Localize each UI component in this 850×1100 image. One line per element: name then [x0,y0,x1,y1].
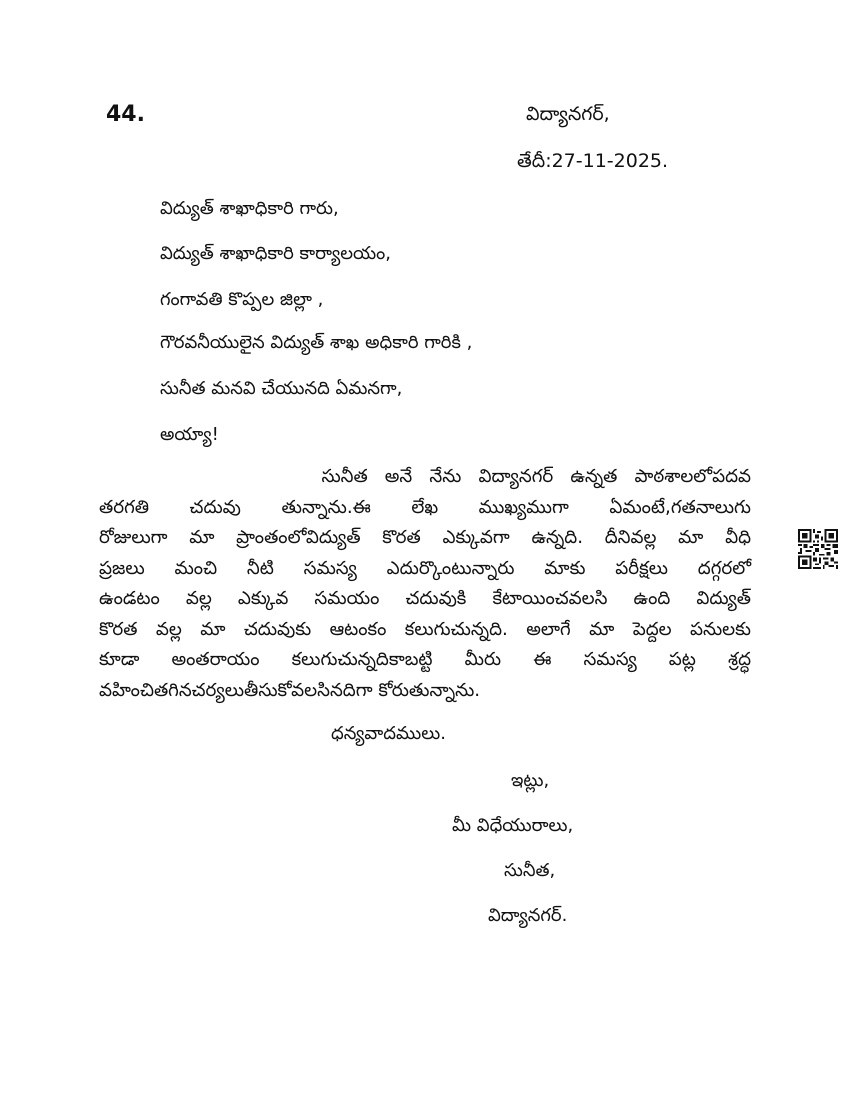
sender-place: విద్యానగర్, [526,103,610,125]
body-line: ప్రజలు మంచి నీటి సమస్య ఎదుర్కొంటున్నారు మాకు పరీక్షలు దగ్గరలో [99,557,751,579]
body-line: వహించితగినచర్యలుతీసుకోవలసినదిగా కోరుతున్నాను. [99,679,481,701]
closing-place: విద్యానగర్. [488,905,568,926]
body-line: రోజులుగా మా ప్రాంతంలోవిద్యుత్ కొరత ఎక్కువగా ఉన్నది. దీనివల్ల మా వీధి [99,527,751,548]
letter-date: తేదీ:27-11-2025. [517,150,669,172]
closing-vidheyuralu: మీ విధేయురాలు, [452,815,574,836]
address-line: విద్యుత్ శాఖాధికారి కార్యాలయం, [160,243,391,264]
salutation-line: సునీత మనవి చేయునది ఏమనగా, [160,378,403,399]
body-line: కొరత వల్ల మా చదువుకు ఆటంకం కలుగుచున్నది. అలాగే మా పెద్దల పనులకు [99,618,751,640]
body-line: తరగతి చదువు తున్నాను.ఈ లేఖ ముఖ్యముగా ఏమంటే,గతనాలుగు [99,496,751,518]
letter-body [99,462,751,706]
salutation: అయ్యా! [160,424,219,445]
thanks-line: ధన్యవాదములు. [331,723,446,744]
letter-number: 44. [106,102,145,127]
body-line: కూడా అంతరాయం కలుగుచున్నదికాబట్టి మీరు ఈ సమస్య పట్ల శ్రద్ధ [99,649,751,670]
closing-itlu: ఇట్లు, [511,770,550,791]
address-line: గౌరవనీయులైన విద్యుత్ శాఖ అధికారి గారికి , [160,332,473,353]
qr-code-icon [798,529,838,569]
body-line: ఉండటం వల్ల ఎక్కువ సమయం చదువుకి కేటాయించవలసి ఉంది విద్యుత్ [99,588,751,609]
address-line: గంగావతి కొప్పల జిల్లా , [160,289,324,310]
body-line: సునీత అనే నేను విద్యానగర్ ఉన్నత పాఠశాలలోపదవ [99,466,751,487]
address-line: విద్యుత్ శాఖాధికారి గారు, [160,198,339,219]
closing-name: సునీత, [504,860,556,881]
